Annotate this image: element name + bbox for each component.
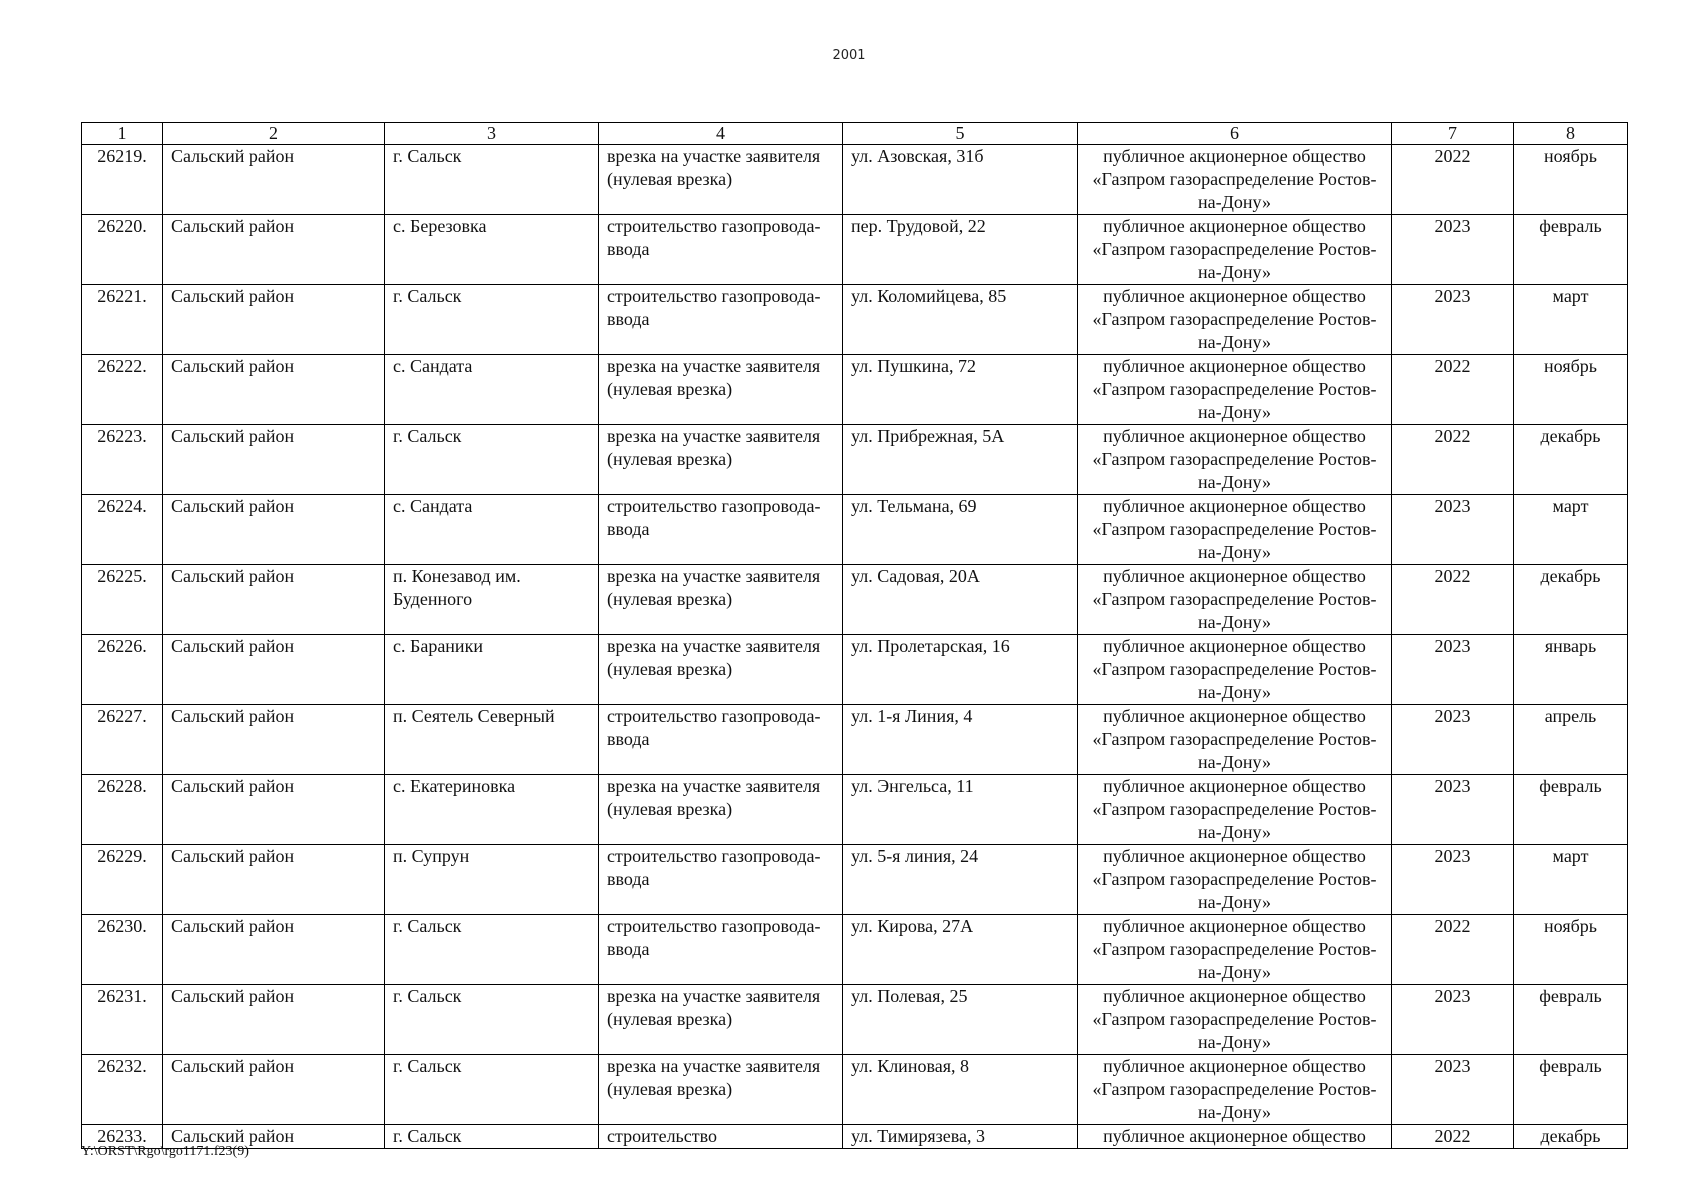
locality-cell: с. Березовка [385, 215, 599, 285]
header-row [82, 123, 1628, 145]
table-row [82, 635, 1628, 705]
table-row [82, 355, 1628, 425]
district-cell: Сальский район [163, 285, 385, 355]
address-cell: пер. Трудовой, 22 [843, 215, 1078, 285]
address-cell: ул. Садовая, 20А [843, 565, 1078, 635]
district-cell: Сальский район [163, 635, 385, 705]
column-header: 6 [1078, 123, 1392, 145]
address-cell: ул. Прибрежная, 5А [843, 425, 1078, 495]
row-number-cell: 26232. [82, 1055, 163, 1125]
work-type-cell: строительство газопровода-ввода [599, 705, 843, 775]
address-cell: ул. Клиновая, 8 [843, 1055, 1078, 1125]
work-type-cell: врезка на участке заявителя (нулевая врезка) [599, 425, 843, 495]
work-type-cell: строительство газопровода-ввода [599, 845, 843, 915]
table-row [82, 775, 1628, 845]
table-row [82, 425, 1628, 495]
locality-cell: г. Сальск [385, 985, 599, 1055]
row-number-cell: 26223. [82, 425, 163, 495]
address-cell: ул. Пушкина, 72 [843, 355, 1078, 425]
month-cell: февраль [1514, 775, 1628, 845]
address-cell: ул. Тимирязева, 3 [843, 1125, 1078, 1149]
table-row [82, 985, 1628, 1055]
year-cell: 2023 [1392, 215, 1514, 285]
address-cell: ул. 5-я линия, 24 [843, 845, 1078, 915]
organization-cell: публичное акционерное общество «Газпром газораспределение Ростов-на-Дону» [1078, 915, 1392, 985]
page-number: 2001 [832, 48, 866, 63]
district-cell: Сальский район [163, 145, 385, 215]
month-cell: ноябрь [1514, 915, 1628, 985]
column-header: 8 [1514, 123, 1628, 145]
month-cell: декабрь [1514, 425, 1628, 495]
address-cell: ул. Коломийцева, 85 [843, 285, 1078, 355]
district-cell: Сальский район [163, 915, 385, 985]
locality-cell: с. Сандата [385, 355, 599, 425]
month-cell: февраль [1514, 1055, 1628, 1125]
row-number-cell: 26231. [82, 985, 163, 1055]
work-type-cell: врезка на участке заявителя (нулевая врезка) [599, 635, 843, 705]
locality-cell: с. Сандата [385, 495, 599, 565]
year-cell: 2022 [1392, 915, 1514, 985]
address-cell: ул. 1-я Линия, 4 [843, 705, 1078, 775]
year-cell: 2022 [1392, 145, 1514, 215]
locality-cell: г. Сальск [385, 285, 599, 355]
table-row [82, 495, 1628, 565]
table-row [82, 1055, 1628, 1125]
year-cell: 2023 [1392, 495, 1514, 565]
month-cell: март [1514, 285, 1628, 355]
month-cell: март [1514, 845, 1628, 915]
locality-cell: г. Сальск [385, 145, 599, 215]
year-cell: 2022 [1392, 425, 1514, 495]
row-number-cell: 26226. [82, 635, 163, 705]
locality-cell: п. Супрун [385, 845, 599, 915]
gas-connection-table [81, 122, 1628, 1149]
table-row [82, 565, 1628, 635]
address-cell: ул. Азовская, 31б [843, 145, 1078, 215]
organization-cell: публичное акционерное общество «Газпром газораспределение Ростов-на-Дону» [1078, 355, 1392, 425]
month-cell: декабрь [1514, 1125, 1628, 1149]
organization-cell: публичное акционерное общество «Газпром газораспределение Ростов-на-Дону» [1078, 845, 1392, 915]
address-cell: ул. Энгельса, 11 [843, 775, 1078, 845]
year-cell: 2022 [1392, 1125, 1514, 1149]
district-cell: Сальский район [163, 1125, 385, 1149]
work-type-cell: врезка на участке заявителя (нулевая врезка) [599, 1055, 843, 1125]
organization-cell: публичное акционерное общество «Газпром газораспределение Ростов-на-Дону» [1078, 145, 1392, 215]
column-header: 7 [1392, 123, 1514, 145]
row-number-cell: 26228. [82, 775, 163, 845]
work-type-cell: строительство газопровода-ввода [599, 215, 843, 285]
month-cell: ноябрь [1514, 355, 1628, 425]
organization-cell: публичное акционерное общество «Газпром газораспределение Ростов-на-Дону» [1078, 285, 1392, 355]
district-cell: Сальский район [163, 775, 385, 845]
month-cell: март [1514, 495, 1628, 565]
work-type-cell: врезка на участке заявителя (нулевая врезка) [599, 985, 843, 1055]
work-type-cell: строительство [599, 1125, 843, 1149]
row-number-cell: 26222. [82, 355, 163, 425]
work-type-cell: врезка на участке заявителя (нулевая врезка) [599, 775, 843, 845]
year-cell: 2023 [1392, 1055, 1514, 1125]
month-cell: февраль [1514, 215, 1628, 285]
organization-cell: публичное акционерное общество «Газпром газораспределение Ростов-на-Дону» [1078, 425, 1392, 495]
locality-cell: с. Екатериновка [385, 775, 599, 845]
month-cell: декабрь [1514, 565, 1628, 635]
row-number-cell: 26224. [82, 495, 163, 565]
year-cell: 2022 [1392, 565, 1514, 635]
table-row [82, 285, 1628, 355]
year-cell: 2023 [1392, 775, 1514, 845]
column-header: 3 [385, 123, 599, 145]
district-cell: Сальский район [163, 215, 385, 285]
work-type-cell: врезка на участке заявителя (нулевая врезка) [599, 565, 843, 635]
locality-cell: п. Сеятель Северный [385, 705, 599, 775]
row-number-cell: 26219. [82, 145, 163, 215]
year-cell: 2023 [1392, 635, 1514, 705]
address-cell: ул. Тельмана, 69 [843, 495, 1078, 565]
organization-cell: публичное акционерное общество «Газпром газораспределение Ростов-на-Дону» [1078, 565, 1392, 635]
table-row [82, 845, 1628, 915]
year-cell: 2022 [1392, 355, 1514, 425]
month-cell: январь [1514, 635, 1628, 705]
locality-cell: п. Конезавод им. Буденного [385, 565, 599, 635]
organization-cell: публичное акционерное общество «Газпром газораспределение Ростов-на-Дону» [1078, 215, 1392, 285]
work-type-cell: врезка на участке заявителя (нулевая врезка) [599, 355, 843, 425]
row-number-cell: 26233. [82, 1125, 163, 1149]
row-number-cell: 26221. [82, 285, 163, 355]
organization-cell: публичное акционерное общество «Газпром газораспределение Ростов-на-Дону» [1078, 705, 1392, 775]
file-path-footer: Y:\ORST\Rgo\rgo1171.f23(9) [81, 1144, 249, 1159]
month-cell: февраль [1514, 985, 1628, 1055]
year-cell: 2023 [1392, 845, 1514, 915]
address-cell: ул. Полевая, 25 [843, 985, 1078, 1055]
table-row [82, 915, 1628, 985]
address-cell: ул. Пролетарская, 16 [843, 635, 1078, 705]
address-cell: ул. Кирова, 27А [843, 915, 1078, 985]
work-type-cell: врезка на участке заявителя (нулевая врезка) [599, 145, 843, 215]
month-cell: ноябрь [1514, 145, 1628, 215]
district-cell: Сальский район [163, 845, 385, 915]
organization-cell: публичное акционерное общество «Газпром газораспределение Ростов-на-Дону» [1078, 635, 1392, 705]
column-header: 1 [82, 123, 163, 145]
year-cell: 2023 [1392, 985, 1514, 1055]
column-header: 5 [843, 123, 1078, 145]
organization-cell: публичное акционерное общество «Газпром газораспределение Ростов-на-Дону» [1078, 1055, 1392, 1125]
work-type-cell: строительство газопровода-ввода [599, 495, 843, 565]
table-row [82, 1125, 1628, 1149]
organization-cell: публичное акционерное общество «Газпром газораспределение Ростов-на-Дону» [1078, 495, 1392, 565]
locality-cell: г. Сальск [385, 1125, 599, 1149]
locality-cell: с. Бараники [385, 635, 599, 705]
district-cell: Сальский район [163, 425, 385, 495]
district-cell: Сальский район [163, 565, 385, 635]
row-number-cell: 26220. [82, 215, 163, 285]
table-row [82, 145, 1628, 215]
locality-cell: г. Сальск [385, 1055, 599, 1125]
district-cell: Сальский район [163, 1055, 385, 1125]
table-row [82, 705, 1628, 775]
column-header: 2 [163, 123, 385, 145]
organization-cell: публичное акционерное общество [1078, 1125, 1392, 1149]
row-number-cell: 26225. [82, 565, 163, 635]
row-number-cell: 26230. [82, 915, 163, 985]
table-header [82, 123, 1628, 145]
locality-cell: г. Сальск [385, 915, 599, 985]
column-header: 4 [599, 123, 843, 145]
year-cell: 2023 [1392, 285, 1514, 355]
row-number-cell: 26227. [82, 705, 163, 775]
organization-cell: публичное акционерное общество «Газпром газораспределение Ростов-на-Дону» [1078, 775, 1392, 845]
district-cell: Сальский район [163, 705, 385, 775]
district-cell: Сальский район [163, 985, 385, 1055]
row-number-cell: 26229. [82, 845, 163, 915]
locality-cell: г. Сальск [385, 425, 599, 495]
year-cell: 2023 [1392, 705, 1514, 775]
table-row [82, 215, 1628, 285]
table-body [82, 145, 1628, 1149]
work-type-cell: строительство газопровода-ввода [599, 915, 843, 985]
district-cell: Сальский район [163, 495, 385, 565]
district-cell: Сальский район [163, 355, 385, 425]
organization-cell: публичное акционерное общество «Газпром газораспределение Ростов-на-Дону» [1078, 985, 1392, 1055]
work-type-cell: строительство газопровода-ввода [599, 285, 843, 355]
month-cell: апрель [1514, 705, 1628, 775]
